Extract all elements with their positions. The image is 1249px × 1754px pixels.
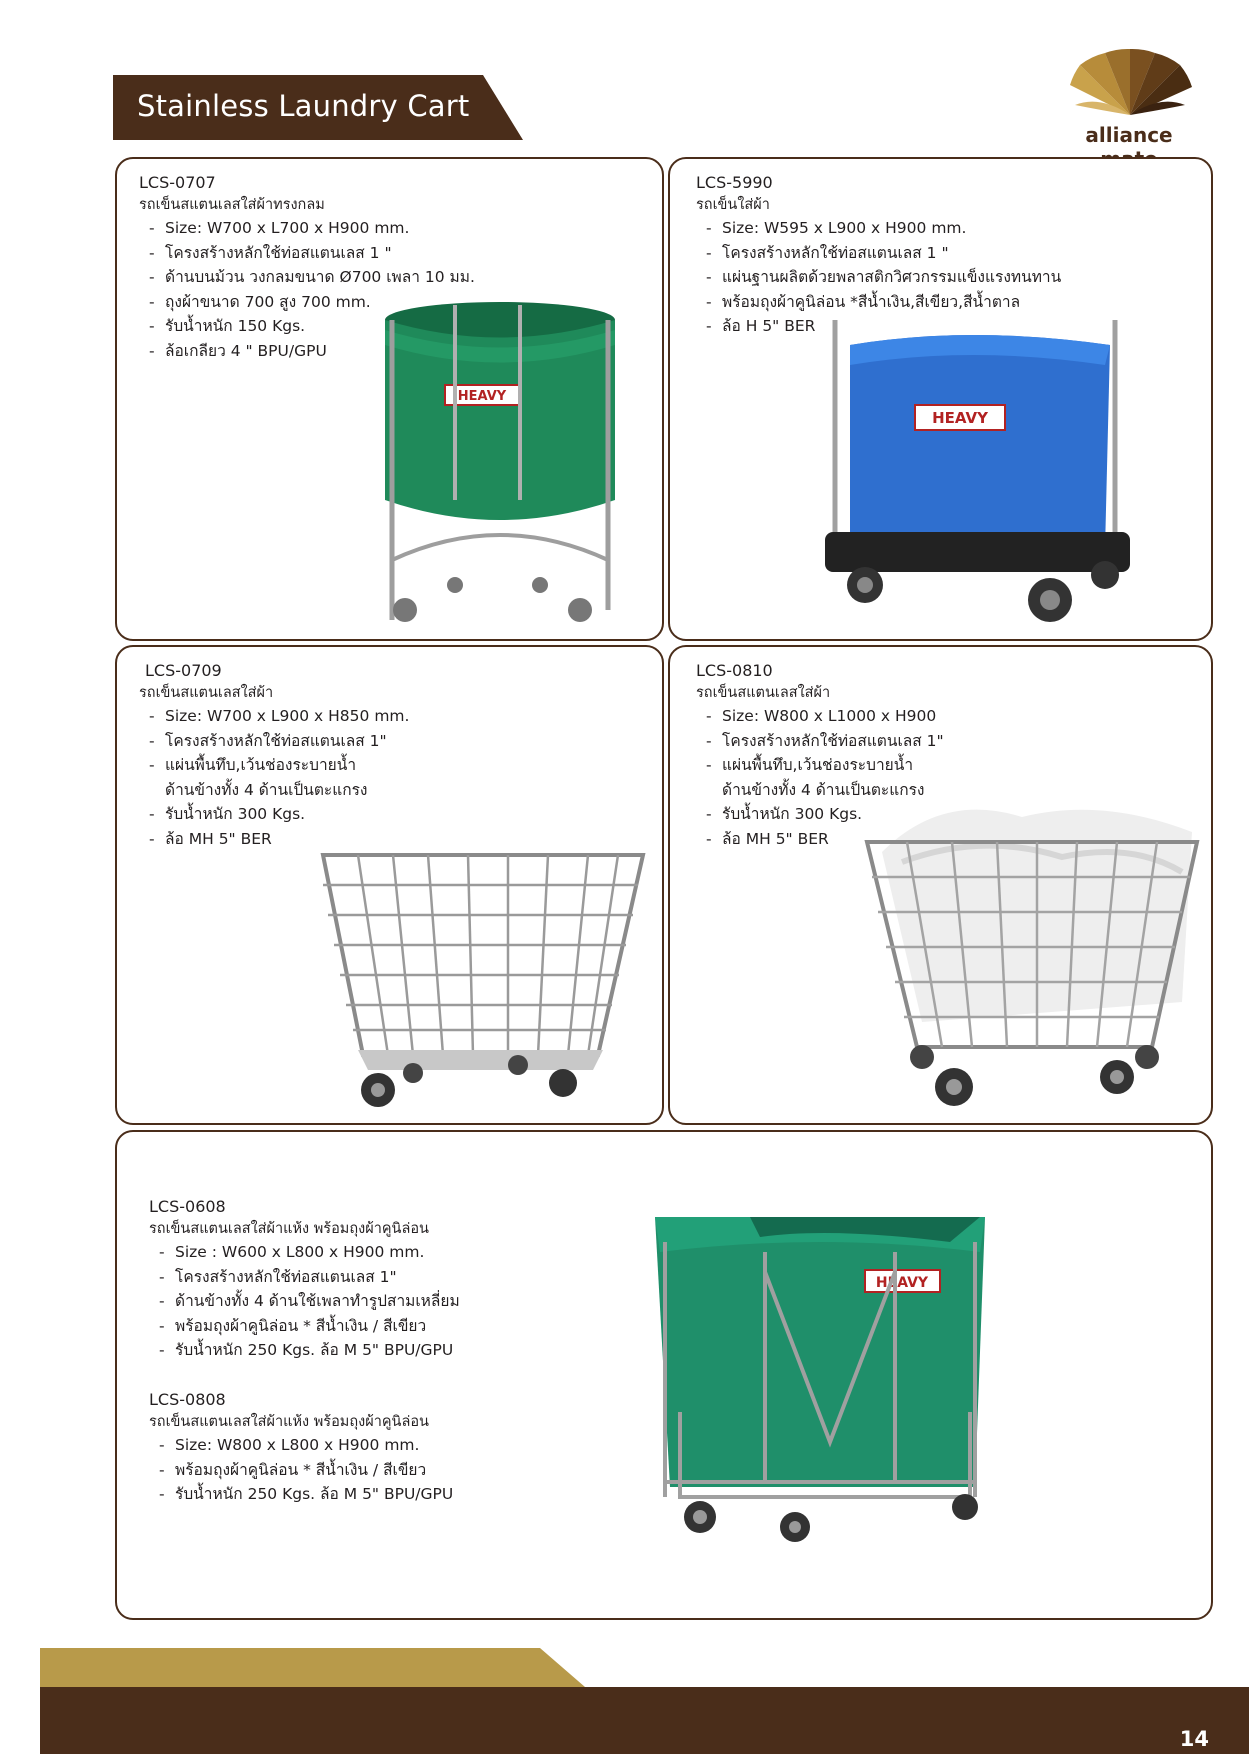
spec-item: - ด้านข้างทั้ง 4 ด้านใช้เพลาทำรูปสามเหลี่ยม: [159, 1292, 460, 1310]
product-code: LCS-0810: [696, 661, 773, 680]
product-code: LCS-0709: [145, 661, 222, 680]
spec-item: ด้านข้างทั้ง 4 ด้านเป็นตะแกรง: [722, 780, 925, 799]
spec-item: - โครงสร้างหลักใช้ท่อสแตนเลส 1 ": [706, 243, 949, 262]
spec-item: - ล้อ H 5" BER: [706, 317, 816, 335]
spec-item: - Size: W800 x L800 x H900 mm.: [159, 1436, 420, 1454]
spec-item: - โครงสร้างหลักใช้ท่อสแตนเลส 1": [149, 731, 387, 750]
spec-item: - รับน้ำหนัก 300 Kgs.: [149, 805, 306, 823]
spec-item: - โครงสร้างหลักใช้ท่อสแตนเลส 1": [159, 1267, 397, 1286]
spec-item: - พร้อมถุงผ้าคูนิล่อน * สีน้ำเงิน / สีเขียว: [159, 1460, 427, 1479]
spec-item: - พร้อมถุงผ้าคูนิล่อน *สีน้ำเงิน,สีเขียว,สีน้ำตาล: [706, 292, 1021, 311]
spec-item: - รับน้ำหนัก 150 Kgs.: [149, 317, 306, 335]
round-laundry-cart-image: [370, 300, 630, 640]
spec-item: - รับน้ำหนัก 250 Kgs. ล้อ M 5" BPU/GPU: [159, 1485, 454, 1503]
product-subtitle: รถเข็นสแตนเลสใส่ผ้าทรงกลม: [139, 197, 325, 213]
spec-item: - แผ่นพื้นทึบ,เว้นช่องระบายน้ำ: [149, 756, 357, 774]
spec-item: - ล้อเกลียว 4 " BPU/GPU: [149, 341, 327, 360]
spec-item: - รับน้ำหนัก 250 Kgs. ล้อ M 5" BPU/GPU: [159, 1341, 454, 1359]
product-specs-lcs-0709: [139, 660, 409, 851]
title-banner: [113, 75, 523, 140]
product-subtitle: รถเข็นสแตนเลสใส่ผ้า: [139, 685, 274, 701]
product-code: LCS-0608: [149, 1197, 226, 1216]
wire-laundry-cart-with-linen-image: [862, 802, 1207, 1112]
spec-item: - รับน้ำหนัก 300 Kgs.: [706, 805, 863, 823]
heavy-label: HEAVY: [875, 1275, 929, 1291]
product-code: LCS-0808: [149, 1390, 226, 1409]
page-title: Stainless Laundry Cart: [137, 89, 470, 123]
product-subtitle: รถเข็นสแตนเลสใส่ผ้าแห้ง พร้อมถุงผ้าคูนิล่อน: [149, 1414, 429, 1430]
spec-item: - Size : W600 x L800 x H900 mm.: [159, 1243, 425, 1261]
logo-text: alliance: [1085, 123, 1173, 147]
spec-item: - แผ่นพื้นทึบ,เว้นช่องระบายน้ำ: [706, 756, 914, 774]
spec-item: - Size: W700 x L900 x H850 mm.: [149, 707, 410, 725]
spec-item: - โครงสร้างหลักใช้ท่อสแตนเลส 1": [706, 731, 944, 750]
spec-item: - ล้อ MH 5" BER: [706, 829, 829, 848]
product-code: LCS-0707: [139, 173, 216, 192]
spec-item: - Size: W800 x L1000 x H900: [706, 707, 937, 725]
spec-item: - Size: W595 x L900 x H900 mm.: [706, 219, 967, 237]
spec-item: - ด้านบนม้วน วงกลมขนาด Ø700 เพลา 10 มม.: [149, 268, 475, 286]
product-subtitle: รถเข็นสแตนเลสใส่ผ้า: [696, 685, 831, 701]
spec-item: - ถุงผ้าขนาด 700 สูง 700 mm.: [149, 292, 371, 311]
heavy-label: HEAVY: [932, 409, 988, 427]
product-code: LCS-5990: [696, 173, 773, 192]
spec-item: - พร้อมถุงผ้าคูนิล่อน * สีน้ำเงิน / สีเขียว: [159, 1316, 427, 1335]
spec-item: ด้านข้างทั้ง 4 ด้านเป็นตะแกรง: [165, 780, 368, 799]
product-subtitle: รถเข็นสแตนเลสใส่ผ้าแห้ง พร้อมถุงผ้าคูนิล่อน: [149, 1221, 429, 1237]
spec-item: - โครงสร้างหลักใช้ท่อสแตนเลส 1 ": [149, 243, 392, 262]
spec-item: - Size: W700 x L700 x H900 mm.: [149, 219, 410, 237]
heavy-label: HEAVY: [457, 389, 507, 404]
spec-item: - แผ่นฐานผลิตด้วยพลาสติกวิศวกรรมแข็งแรงทนทาน: [706, 268, 1062, 286]
product-specs-lcs-0608: [149, 1196, 460, 1363]
footer-band: [0, 1648, 1249, 1754]
page-number: 14: [1179, 1727, 1209, 1751]
blue-laundry-cart-image: [820, 320, 1130, 635]
green-square-laundry-cart-image: [650, 1212, 995, 1542]
product-specs-lcs-5990: [696, 172, 1061, 339]
product-subtitle: รถเข็นใส่ผ้า: [696, 197, 770, 213]
product-specs-lcs-0808: [149, 1389, 453, 1507]
wire-laundry-cart-image: [318, 845, 648, 1115]
spec-item: - ล้อ MH 5" BER: [149, 829, 272, 848]
